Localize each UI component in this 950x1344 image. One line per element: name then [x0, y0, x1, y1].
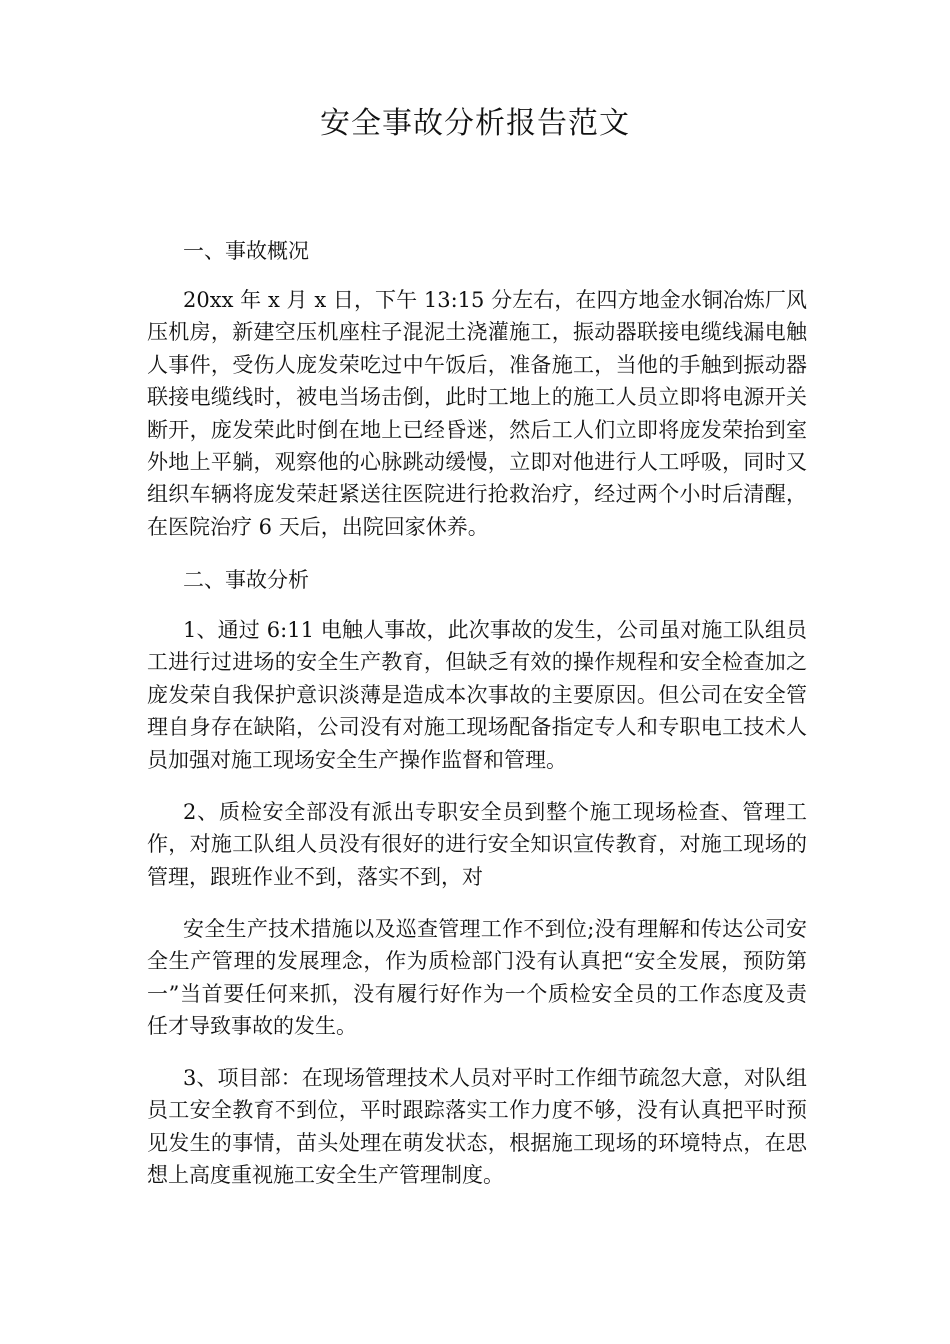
- section-heading-analysis: 二、事故分析: [183, 568, 309, 592]
- document-title: 安全事故分析报告范文: [320, 106, 630, 141]
- paragraph-analysis-2-continued: 安全生产技术措施以及巡查管理工作不到位;没有理解和传达公司安全生产管理的发展理念，作为质检部门没有认真把“安全发展，预防第一”当首要任何来抓，没有履行好作为一个质检安全员的工作态度及责任才导致事故的发生。: [147, 917, 807, 1039]
- paragraph-analysis-1: 1、通过 6:11 电触人事故，此次事故的发生，公司虽对施工队组员工进行过进场的安全生产教育，但缺乏有效的操作规程和安全检查加之庞发荣自我保护意识淡薄是造成本次事故的主要原因。但公司在安全管理自身存在缺陷，公司没有对施工现场配备指定专人和专职电工技术人员加强对施工现场安全生产操作监督和管理。: [147, 618, 807, 772]
- section-heading-overview: 一、事故概况: [183, 239, 309, 263]
- paragraph-analysis-2: 2、质检安全部没有派出专职安全员到整个施工现场检查、管理工作，对施工队组人员没有很好的进行安全知识宣传教育，对施工现场的管理，跟班作业不到，落实不到，对: [147, 800, 807, 889]
- paragraph-analysis-3: 3、项目部：在现场管理技术人员对平时工作细节疏忽大意，对队组员工安全教育不到位，平时跟踪落实工作力度不够，没有认真把平时预见发生的事情，苗头处理在萌发状态，根据施工现场的环境特点，在思想上高度重视施工安全生产管理制度。: [147, 1066, 807, 1188]
- paragraph-overview: 20xx 年 x 月 x 日，下午 13:15 分左右，在四方地金水铜冶炼厂风压机房，新建空压机座柱子混泥土浇灌施工，振动器联接电缆线漏电触人事件，受伤人庞发荣吃过中午饭后，准备施工，当他的手触到振动器联接电缆线时，被电当场击倒，此时工地上的施工人员立即将电源开关断开，庞发荣此时倒在地上已经昏迷，然后工人们立即将庞发荣抬到室外地上平躺，观察他的心脉跳动缓慢，立即对他进行人工呼吸，同时又组织车辆将庞发荣赶紧送往医院进行抢救治疗，经过两个小时后清醒，在医院治疗 6 天后，出院回家休养。: [147, 288, 807, 539]
